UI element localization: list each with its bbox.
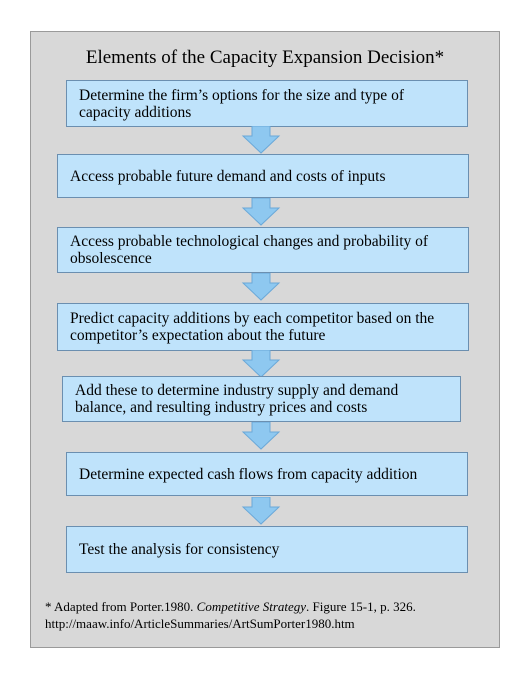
step-text-2: Access probable future demand and costs of inputs bbox=[70, 167, 386, 185]
citation-suffix: . Figure 15-1, p. 326. bbox=[306, 599, 416, 614]
source-url: http://maaw.info/ArticleSummaries/ArtSumPorter1980.htm bbox=[45, 616, 355, 631]
down-arrow-icon bbox=[241, 126, 281, 154]
step-text-4: Predict capacity additions by each competitor based on the competitor’s expectation about the future bbox=[70, 310, 435, 344]
citation-prefix: * Adapted from Porter.1980. bbox=[45, 599, 197, 614]
book-title: Competitive Strategy bbox=[196, 599, 307, 614]
step-text-7: Test the analysis for consistency bbox=[79, 541, 280, 558]
step-text-1: Determine the firm’s options for the size and type of capacity additions bbox=[79, 86, 404, 121]
step-box-6 bbox=[66, 452, 468, 496]
down-arrow-icon bbox=[241, 350, 281, 378]
source-footnote bbox=[45, 598, 416, 632]
step-text-6: Determine expected cash flows from capacity addition bbox=[79, 465, 418, 483]
down-arrow-icon bbox=[241, 273, 281, 301]
step-text-3: Access probable technological changes and probability of obsolescence bbox=[70, 233, 429, 267]
step-box-2 bbox=[57, 154, 469, 198]
step-box-5 bbox=[62, 376, 461, 422]
down-arrow-icon bbox=[241, 497, 281, 525]
down-arrow-icon bbox=[241, 422, 281, 450]
step-box-7 bbox=[66, 526, 468, 573]
step-box-3 bbox=[57, 227, 469, 273]
step-text-5: Add these to determine industry supply and demand balance, and resulting industry prices and costs bbox=[75, 382, 399, 416]
citation-line bbox=[45, 598, 416, 615]
diagram-panel bbox=[30, 31, 500, 648]
step-box-4 bbox=[57, 303, 469, 351]
diagram-title: Elements of the Capacity Expansion Decision* bbox=[85, 47, 445, 68]
down-arrow-icon bbox=[241, 198, 281, 226]
step-box-1 bbox=[66, 80, 468, 127]
